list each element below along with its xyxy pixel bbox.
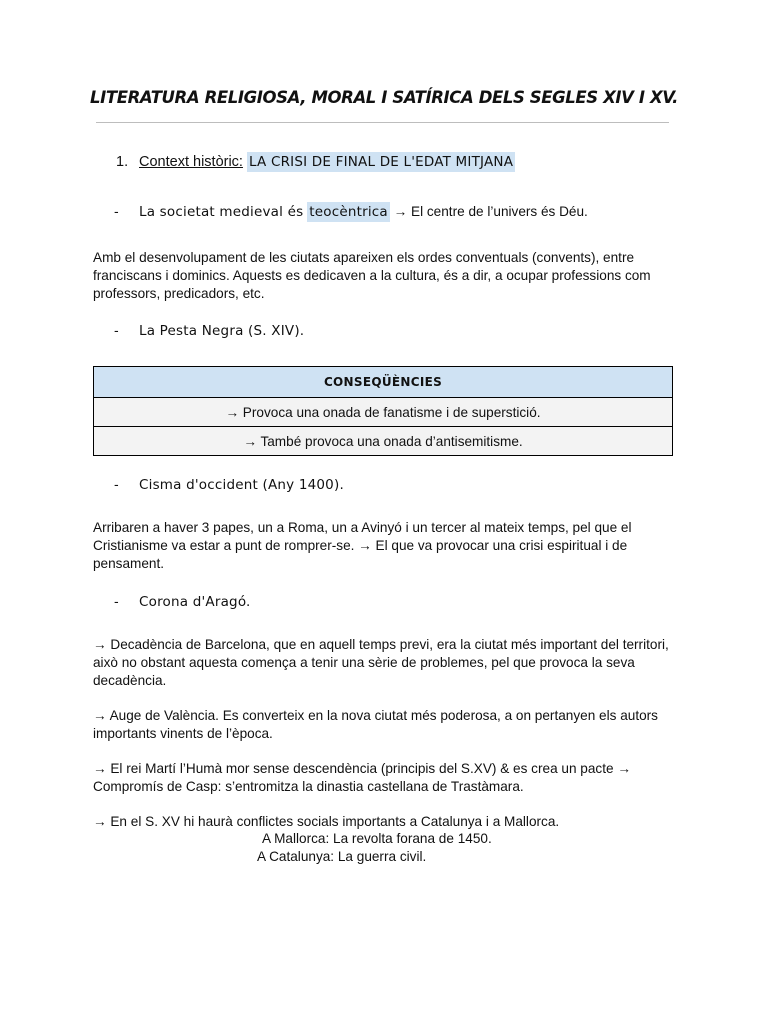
bullet-cisma xyxy=(114,476,344,493)
bullet-pesta-negra xyxy=(114,322,304,339)
consequencies-table xyxy=(93,366,673,456)
table-row: → També provoca una onada d’antisemitisme. xyxy=(94,427,673,456)
bullet-dash: - xyxy=(114,476,119,492)
document-title: LITERATURA RELIGIOSA, MORAL I SATÍRICA DELS SEGLES XIV I XV. xyxy=(90,88,678,107)
table-header: CONSEQÜÈNCIES xyxy=(94,367,673,398)
bullet-dash: - xyxy=(114,203,119,219)
section-highlight: LA CRISI DE FINAL DE L'EDAT MITJANA xyxy=(249,154,514,170)
paragraph-papes: Arribaren a haver 3 papes, un a Roma, un a Avinyó i un tercer al mateix temps, pel que el Cristianisme va estar a punt de romprer-se. → El que va provocar una crisi espiritual i de pensament. xyxy=(93,520,632,571)
paragraph-ordes: Amb el desenvolupament de les ciutats apareixen els ordes conventuals (convents), entre franciscans i dominics. Aquests es dedicaven a la cultura, és a dir, a ocupar professions com professors, predicadors, etc. xyxy=(93,250,651,301)
title-divider xyxy=(96,122,669,123)
bullet-rest: → El centre de l’univers és Déu. xyxy=(389,204,588,219)
paragraph-barcelona: → Decadència de Barcelona, que en aquell temps previ, era la ciutat més important del territori, això no obstant aquesta comença a tenir una sèrie de problemes, pel que provoca la seva decadència. xyxy=(93,637,669,688)
indent-catalunya: A Catalunya: La guerra civil. xyxy=(257,849,427,864)
paragraph-casp: → El rei Martí l’Humà mor sense descendència (principis del S.XV) & es crea un pacte → Compromís de Casp: s’entromitza la dinastia castellana de Trastàmara. xyxy=(93,761,631,794)
bullet-text: La Pesta Negra (S. XIV). xyxy=(139,323,305,339)
bullet-text: Corona d'Aragó. xyxy=(139,594,251,610)
bullet-highlight: teocèntrica xyxy=(309,204,388,220)
bullet-dash: - xyxy=(114,593,119,609)
bullet-societat xyxy=(114,203,588,220)
bullet-corona xyxy=(114,593,251,610)
bullet-text: Cisma d'occident (Any 1400). xyxy=(139,477,344,493)
paragraph-conflictes: → En el S. XV hi haurà conflictes socials importants a Catalunya i a Mallorca. xyxy=(93,814,560,829)
section-number: 1. xyxy=(116,154,129,170)
section-heading xyxy=(116,154,515,170)
section-label: Context històric: xyxy=(139,154,243,170)
table-row: → Provoca una onada de fanatisme i de superstició. xyxy=(94,398,673,427)
bullet-dash: - xyxy=(114,322,119,338)
bullet-text: La societat medieval és xyxy=(139,204,304,220)
indent-mallorca: A Mallorca: La revolta forana de 1450. xyxy=(262,831,492,846)
paragraph-valencia: → Auge de València. Es converteix en la nova ciutat més poderosa, a on pertanyen els autors importants vinents de l’època. xyxy=(93,708,658,741)
